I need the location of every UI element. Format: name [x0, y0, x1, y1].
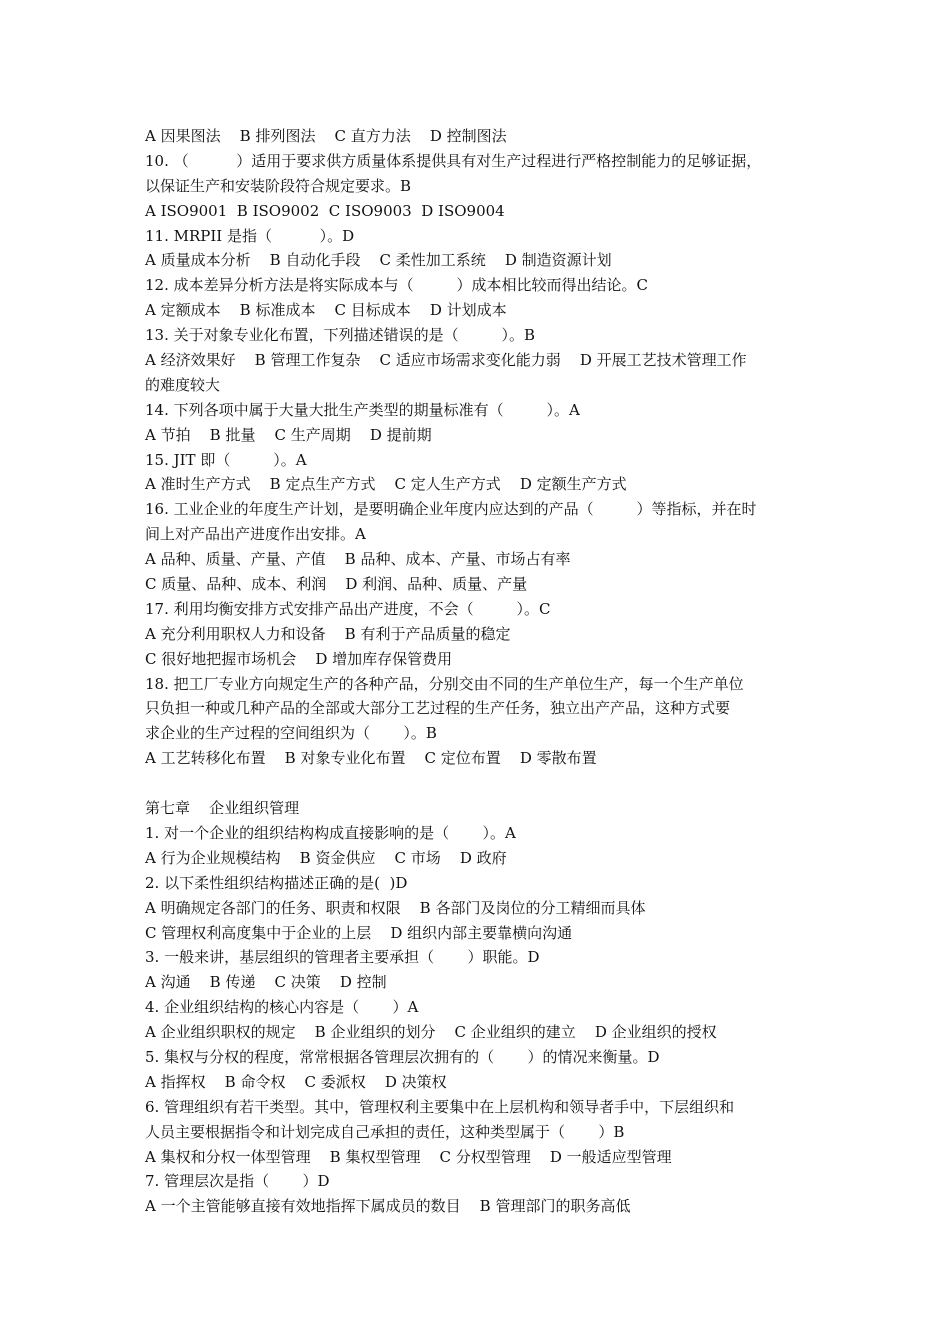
- text-line: A 定额成本 B 标准成本 C 目标成本 D 计划成本: [145, 301, 507, 320]
- text-line: A 行为企业规模结构 B 资金供应 C 市场 D 政府: [145, 848, 507, 867]
- text-line: A 经济效果好 B 管理工作复杂 C 适应市场需求变化能力弱 D 开展工艺技术管理工作: [145, 351, 747, 370]
- text-line: A 品种、质量、产量、产值 B 品种、成本、产量、市场占有率: [145, 550, 571, 569]
- text-line: 以保证生产和安装阶段符合规定要求。B: [145, 176, 412, 195]
- text-line: C 质量、品种、成本、利润 D 利润、品种、质量、产量: [145, 575, 528, 594]
- text-line: 18. 把工厂专业方向规定生产的各种产品，分别交由不同的生产单位生产，每一个生产单位: [145, 674, 744, 693]
- text-line: A 因果图法 B 排列图法 C 直方力法 D 控制图法: [145, 127, 507, 145]
- text-line: C 管理权利高度集中于企业的上层 D 组织内部主要靠横向沟通: [145, 923, 573, 942]
- text-line: A 明确规定各部门的任务、职责和权限 B 各部门及岗位的分工精细而具体: [145, 898, 646, 917]
- text-line: 只负担一种或几种产品的全部或大部分工艺过程的生产任务，独立出产产品，这种方式要: [145, 699, 731, 718]
- text-line: 12. 成本差异分析方法是将实际成本与（ ）成本相比较而得出结论。C: [145, 276, 649, 295]
- text-line: 间上对产品出产进度作出安排。A: [145, 525, 366, 544]
- text-line: 5. 集权与分权的程度，常常根据各管理层次拥有的（ ）的情况来衡量。D: [145, 1047, 660, 1066]
- text-line: 10. （ ）适用于要求供方质量体系提供具有对生产过程进行严格控制能力的足够证据，: [145, 151, 762, 170]
- blank-line: [145, 771, 825, 796]
- text-line: A 工艺转移化布置 B 对象专业化布置 C 定位布置 D 零散布置: [145, 749, 597, 768]
- text-line: A 准时生产方式 B 定点生产方式 C 定人生产方式 D 定额生产方式: [145, 475, 627, 494]
- text-line: 第七章 企业组织管理: [145, 799, 300, 818]
- text-line: 7. 管理层次是指（ ）D: [145, 1172, 330, 1191]
- text-line: 6. 管理组织有若干类型。其中，管理权利主要集中在上层机构和领导者手中，下层组织和: [145, 1097, 735, 1116]
- text-line: A 企业组织职权的规定 B 企业组织的划分 C 企业组织的建立 D 企业组织的授权: [145, 1023, 717, 1042]
- text-line: 16. 工业企业的年度生产计划，是要明确企业年度内应达到的产品（ ）等指标，并在时: [145, 500, 757, 519]
- text-line: 3. 一般来讲，基层组织的管理者主要承担（ ）职能。D: [145, 948, 540, 967]
- text-line: 15. JIT 即（ ）。A: [145, 450, 307, 469]
- text-line: A 质量成本分析 B 自动化手段 C 柔性加工系统 D 制造资源计划: [145, 251, 612, 270]
- text-line: 的难度较大: [145, 375, 221, 394]
- text-line: C 很好地把握市场机会 D 增加库存保管费用: [145, 649, 453, 668]
- text-line: 人员主要根据指令和计划完成自己承担的责任，这种类型属于（ ）B: [145, 1122, 625, 1141]
- text-line: 4. 企业组织结构的核心内容是（ ）A: [145, 998, 419, 1017]
- text-line: 2. 以下柔性组织结构描述正确的是( )D: [145, 873, 408, 892]
- text-line: A 充分利用职权人力和设备 B 有利于产品质量的稳定: [145, 624, 511, 643]
- text-line: A ISO9001 B ISO9002 C ISO9003 D ISO9004: [145, 201, 505, 220]
- text-line: 14. 下列各项中属于大量大批生产类型的期量标准有（ ）。A: [145, 400, 580, 419]
- text-line: A 集权和分权一体型管理 B 集权型管理 C 分权型管理 D 一般适应型管理: [145, 1147, 672, 1166]
- text-line: 13. 关于对象专业化布置，下列描述错误的是（ ）。B: [145, 326, 536, 345]
- text-line: A 节拍 B 批量 C 生产周期 D 提前期: [145, 425, 432, 444]
- text-line: A 指挥权 B 命令权 C 委派权 D 决策权: [145, 1072, 447, 1091]
- text-line: A 一个主管能够直接有效地指挥下属成员的数目 B 管理部门的职务高低: [145, 1197, 631, 1216]
- text-line: 17. 利用均衡安排方式安排产品出产进度，不会（ ）。C: [145, 599, 551, 618]
- text-line: 求企业的生产过程的空间组织为（ ）。B: [145, 724, 437, 743]
- document-page: [145, 124, 825, 1219]
- text-line: 1. 对一个企业的组织结构构成直接影响的是（ ）。A: [145, 823, 516, 842]
- text-line: A 沟通 B 传递 C 决策 D 控制: [145, 973, 387, 992]
- text-line: 11. MRPII 是指（ ）。D: [145, 226, 355, 245]
